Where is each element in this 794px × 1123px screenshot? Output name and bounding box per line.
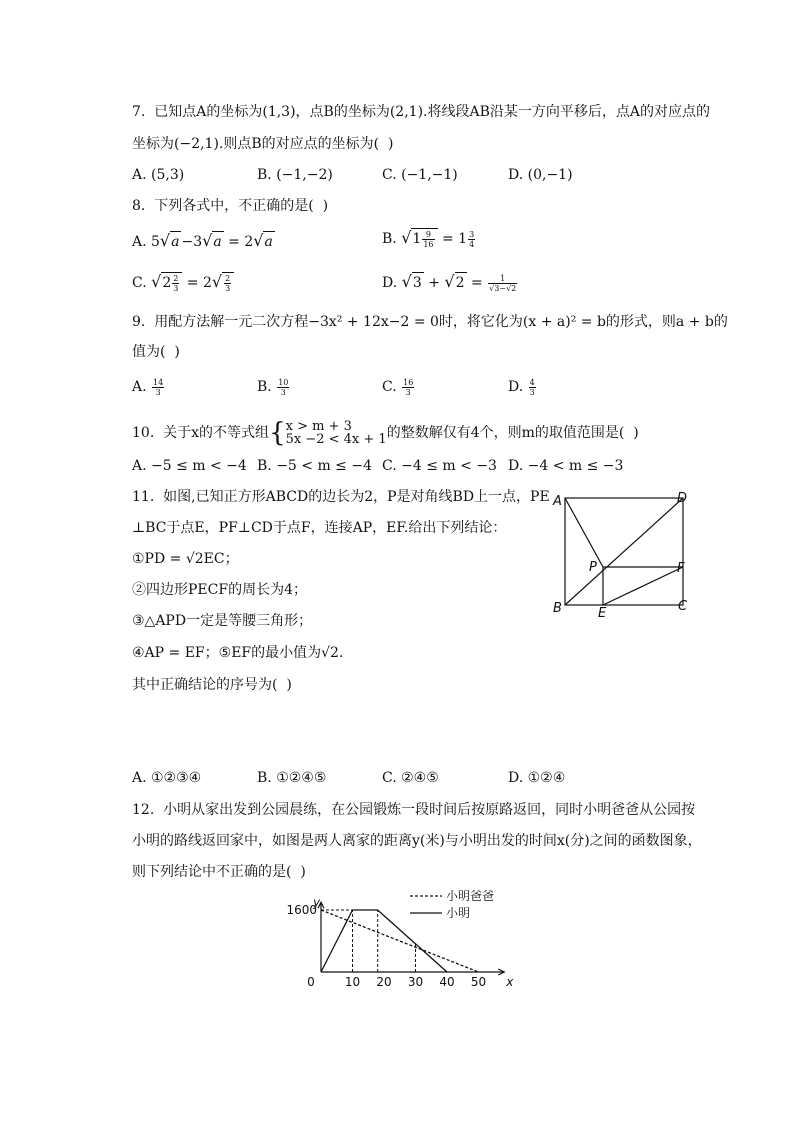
q10-stem: 10. 关于x的不等式组{ x > m + 3 5x −2 < 4x + 1 的整数解仅有4个，则m的取值范围是( ) (132, 418, 639, 448)
q10-option-c: C. −4 ≤ m < −3 (382, 458, 497, 474)
y-tick-label: 1600 (286, 903, 317, 917)
x-tick-label: 40 (439, 975, 455, 989)
x-tick-label: 50 (470, 975, 487, 989)
diagonal-bd (565, 498, 683, 605)
segment-ap (565, 498, 603, 567)
q11-square-figure (545, 485, 705, 620)
q10-option-d: D. −4 < m ≤ −3 (508, 458, 624, 474)
q11-stem-line1: 11. 如图,已知正方形ABCD的边长为2，P是对角线BD上一点，PE (132, 489, 550, 505)
q9-stem-line2: 值为( ) (132, 344, 180, 360)
label-e: E (598, 606, 607, 620)
q7-option-d: D. (0,−1) (508, 167, 573, 183)
q9-option-b: B. $\frac{10}{3}$ (257, 377, 289, 397)
series-xiaoming (321, 910, 447, 972)
q8-stem: 8. 下列各式中，不正确的是( ) (132, 198, 329, 214)
q8-option-a: A. 5√a −3√a = 2√a (132, 231, 273, 250)
q12-stem-line3: 则下列结论中不正确的是( ) (132, 864, 306, 880)
q7-stem-line2: 坐标为(−2,1).则点B的对应点的坐标为( ) (132, 136, 394, 152)
q7-option-c: C. (−1,−1) (382, 167, 458, 183)
q9-option-d: D. $\frac{4}{3}$ (508, 377, 535, 397)
q9-option-c: C. $\frac{16}{3}$ (382, 377, 414, 397)
legend-label-father: 小明爸爸 (446, 889, 495, 903)
q8-option-b: B. √1 $\frac{9}{16}$ = 1 $\frac{3}{4}$ (382, 228, 475, 249)
y-axis-label: y (313, 895, 321, 910)
q11-option-d: D. ①②④ (508, 770, 566, 786)
q11-conclusion-3: ③△APD一定是等腰三角形； (132, 613, 313, 629)
label-b: B (553, 601, 562, 616)
x-tick-label: 10 (344, 975, 361, 989)
label-a: A (553, 494, 562, 509)
q11-option-b: B. ①②④⑤ (257, 770, 327, 786)
label-d: D (677, 491, 688, 506)
x-axis-label: x (506, 975, 514, 989)
q8-option-d: D. √3 + √2 = $\frac{1}{√3-√2}$ (382, 272, 517, 293)
q9-stem-line1: 9. 用配方法解一元二次方程−3x² + 12x−2 = 0时，将它化为(x + a)² = b的形式，则a + b的 (132, 314, 728, 330)
distance-time-chart (280, 880, 520, 990)
legend-label-xiaoming: 小明 (446, 906, 471, 920)
q12-stem-line2: 小明的路线返回家中，如图是两人离家的距离y(米)与小明出发的时间x(分)之间的函数图象， (132, 833, 702, 849)
q12-stem-line1: 12. 小明从家出发到公园晨练，在公园锻炼一段时间后按原路返回，同时小明爸爸从公园按 (132, 802, 696, 818)
x-tick-label: 30 (407, 975, 424, 989)
q9-option-a: A. $\frac{14}{3}$ (132, 377, 164, 397)
q10-option-a: A. −5 ≤ m < −4 (132, 458, 247, 474)
q7-stem-line1: 7. 已知点A的坐标为(1,3)，点B的坐标为(2,1).将线段AB沿某一方向平移后，点A的对应点的 (132, 104, 710, 120)
label-c: C (678, 599, 688, 614)
q7-option-b: B. (−1,−2) (257, 167, 333, 183)
q7-option-a: A. (5,3) (132, 167, 185, 183)
q11-conclusion-1: ①PD = √2EC； (132, 551, 239, 567)
q10-option-b: B. −5 < m ≤ −4 (257, 458, 373, 474)
label-p: P (589, 560, 597, 575)
origin-label: 0 (307, 975, 315, 989)
label-f: F (677, 561, 685, 576)
q11-conclusion-4-5: ④AP = EF；⑤EF的最小值为√2. (132, 645, 344, 661)
q11-conclusion-2: ②四边形PECF的周长为4； (132, 582, 307, 598)
q11-ask: 其中正确结论的序号为( ) (132, 677, 292, 693)
q11-option-a: A. ①②③④ (132, 770, 202, 786)
q11-option-c: C. ②④⑤ (382, 770, 439, 786)
x-tick-label: 20 (376, 975, 392, 989)
segment-ef (603, 567, 683, 605)
q11-stem-line2: ⊥BC于点E，PF⊥CD于点F，连接AP，EF.给出下列结论： (132, 520, 507, 536)
q8-option-c: C. √2 $\frac{2}{3}$ = 2√ $\frac{2}{3}$ (132, 272, 234, 293)
